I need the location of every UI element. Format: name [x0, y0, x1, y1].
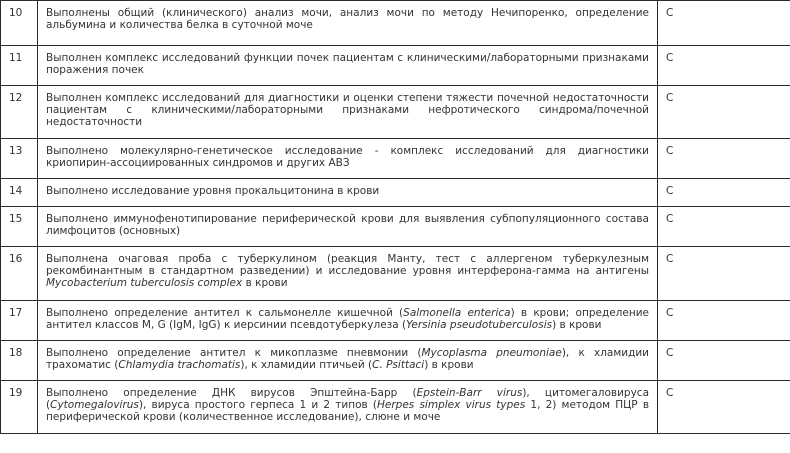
latin-name: Yersinia pseudotuberculosis: [406, 319, 553, 331]
text-fragment: ) в крови; определение антител классов M, G (IgM, IgG) к иерсинии псевдотуберкулеза (: [46, 307, 650, 331]
evidence-level: C: [658, 207, 790, 247]
text-fragment: 1, 2) методом ПЦР в периферической крови (количественное исследование), слюне и моче: [46, 399, 650, 423]
table-row: [1, 301, 790, 341]
evidence-level: C: [658, 179, 790, 207]
criteria-table-body: [1, 1, 790, 434]
criterion-text: [38, 341, 658, 381]
criterion-text: [38, 46, 658, 86]
row-number: 13: [1, 139, 38, 179]
text-fragment: Выполнено иммунофенотипирование периферической крови для выявления субпопуляционного состава лимфоцитов (основных): [46, 213, 649, 237]
row-number: 12: [1, 86, 38, 139]
table-row: [1, 86, 790, 139]
latin-name: Mycoplasma pneumoniae: [421, 347, 562, 359]
text-fragment: ), вируса простого герпеса 1 и 2 типов (: [138, 399, 377, 411]
latin-name: Herpes simplex virus types: [377, 399, 526, 411]
text-fragment: Выполнено определение ДНК вирусов Эпштейна-Барр (: [46, 387, 417, 399]
latin-name: C. Psittaci: [372, 359, 425, 371]
text-fragment: Выполнено определение антител к микоплазме пневмонии (: [46, 347, 422, 359]
criterion-text: [38, 139, 658, 179]
table-row: [1, 381, 790, 434]
row-number: 18: [1, 341, 38, 381]
criterion-text: [38, 179, 658, 207]
text-fragment: Выполнены общий (клинического) анализ мочи, анализ мочи по методу Нечипоренко, определение альбумина и количества белка в суточной моче: [46, 7, 649, 31]
criterion-text: [38, 1, 658, 46]
evidence-level: C: [658, 301, 790, 341]
evidence-level: C: [658, 1, 790, 46]
row-number: 10: [1, 1, 38, 46]
latin-name: Cytomegalovirus: [50, 399, 139, 411]
row-number: 17: [1, 301, 38, 341]
latin-name: Epstein-Barr virus: [416, 387, 523, 399]
row-number: 14: [1, 179, 38, 207]
text-fragment: ) в крови: [552, 319, 602, 331]
evidence-level: C: [658, 341, 790, 381]
text-fragment: ) в крови: [424, 359, 474, 371]
criterion-text: [38, 381, 658, 434]
table-row: [1, 46, 790, 86]
criterion-text: [38, 86, 658, 139]
text-fragment: ), к хламидии трахоматис (: [46, 347, 649, 371]
evidence-level: C: [658, 86, 790, 139]
criterion-text: [38, 301, 658, 341]
criterion-text: [38, 207, 658, 247]
row-number: 19: [1, 381, 38, 434]
evidence-level: C: [658, 46, 790, 86]
text-fragment: ), к хламидии птичьей (: [240, 359, 373, 371]
text-fragment: Выполнено исследование уровня прокальцитонина в крови: [46, 185, 380, 197]
table-row: [1, 341, 790, 381]
text-fragment: Выполнено молекулярно-генетическое исследование - комплекс исследований для диагностики криопирин-ассоциированных синдромов и других АВЗ: [46, 145, 649, 169]
table-row: [1, 139, 790, 179]
text-fragment: ), цитомегаловируса (: [46, 387, 650, 411]
table-row: [1, 1, 790, 46]
table-row: [1, 247, 790, 301]
latin-name: Mycobacterium tuberculosis complex: [46, 277, 243, 289]
latin-name: Salmonella enterica: [403, 307, 511, 319]
evidence-level: C: [658, 247, 790, 301]
evidence-level: C: [658, 139, 790, 179]
text-fragment: в крови: [242, 277, 288, 289]
row-number: 11: [1, 46, 38, 86]
text-fragment: Выполнен комплекс исследований для диагностики и оценки степени тяжести почечной недостаточности пациентам с клиническими/лабораторными признаками нефротического синдрома/почечной недостаточности: [46, 92, 649, 128]
evidence-level: C: [658, 381, 790, 434]
latin-name: Chlamydia trachomatis: [118, 359, 241, 371]
text-fragment: Выполнен комплекс исследований функции почек пациентам с клиническими/лабораторными признаками поражения почек: [46, 52, 649, 76]
row-number: 16: [1, 247, 38, 301]
row-number: 15: [1, 207, 38, 247]
criterion-text: [38, 247, 658, 301]
table-row: [1, 207, 790, 247]
text-fragment: Выполнена очаговая проба с туберкулином (реакция Манту, тест с аллергеном туберкулезным рекомбинантным в стандартном разведении) и исследование уровня интерферона-гамма на антигены: [46, 253, 649, 277]
text-fragment: Выполнено определение антител к сальмонелле кишечной (: [46, 307, 404, 319]
table-row: [1, 179, 790, 207]
